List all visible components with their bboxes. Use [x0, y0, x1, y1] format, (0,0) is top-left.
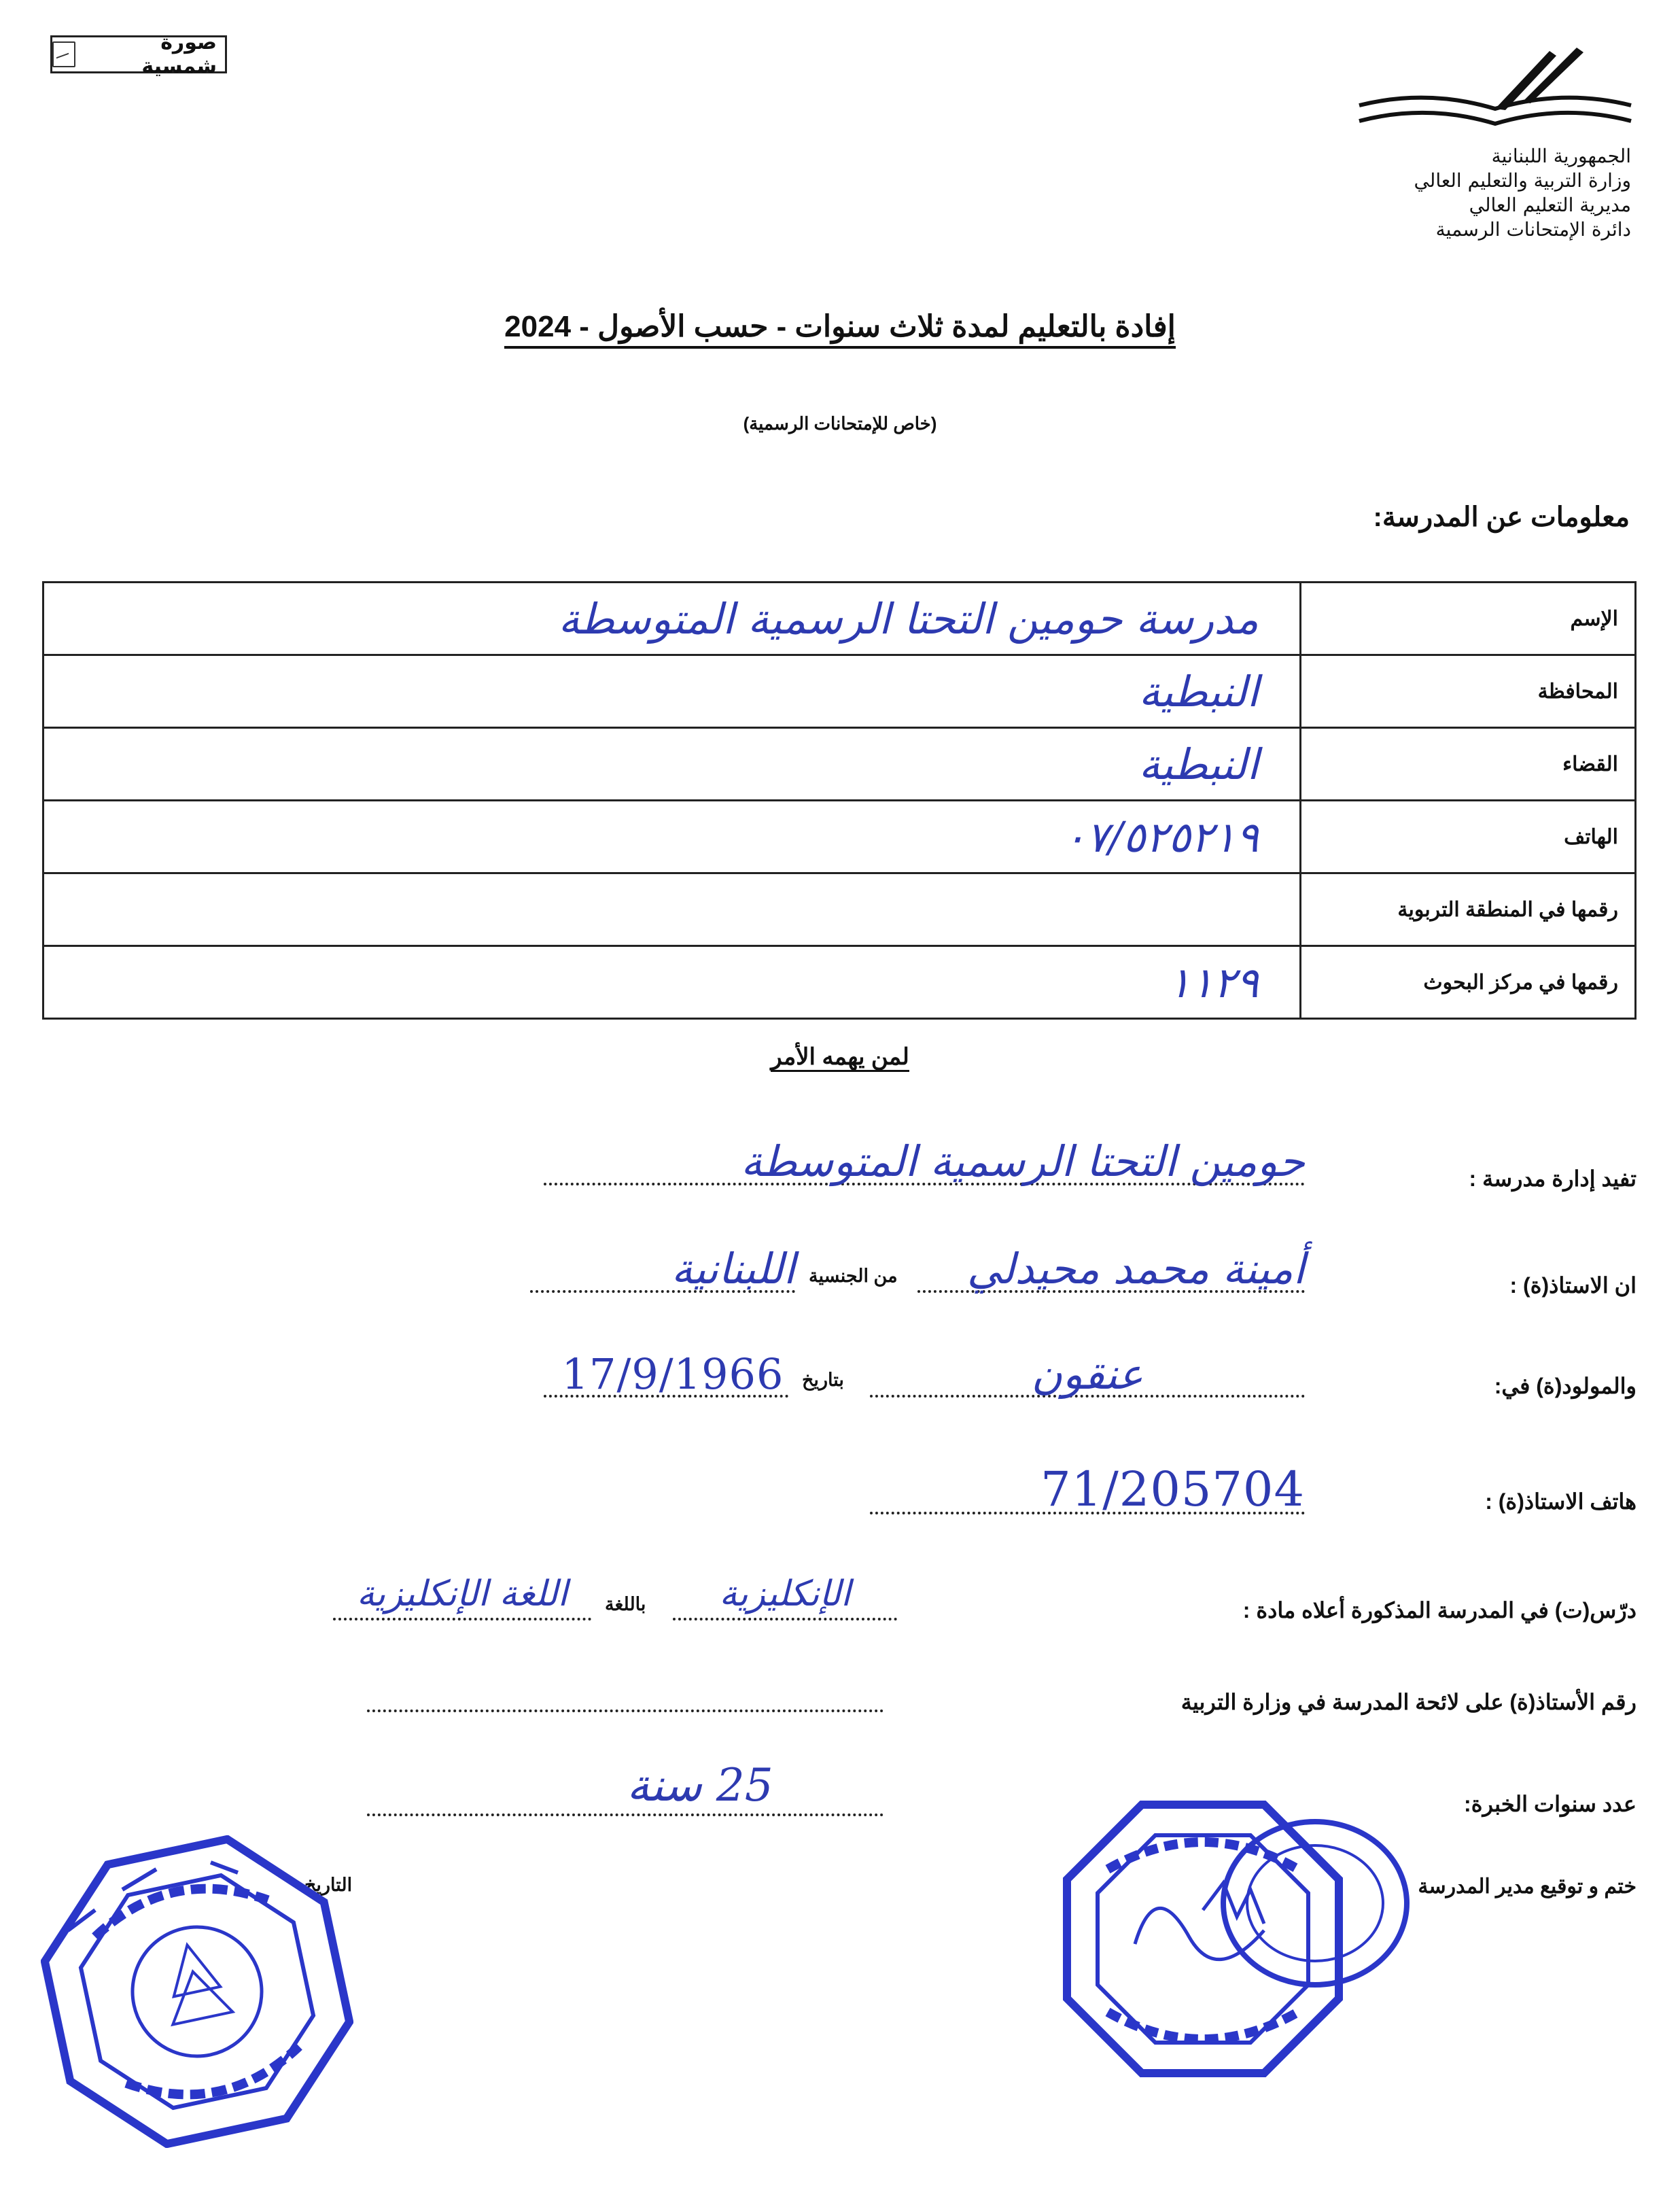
school-admin-label: تفيد إدارة مدرسة : [1469, 1166, 1637, 1191]
table-row [43, 873, 1636, 946]
phone-value: ٠٧/٥٢٥٢١٩ [43, 801, 1301, 873]
header-line: وزارة التربية والتعليم العالي [1414, 169, 1631, 192]
experience-value: 25 سنة [627, 1759, 773, 1811]
principal-signature-label: ختم و توقيع مدير المدرسة [1418, 1875, 1637, 1898]
research-center-number-label: رقمها في مركز البحوث [1301, 946, 1636, 1019]
photo-label-text: صورة شمسية [141, 31, 217, 78]
school-info-table [42, 581, 1637, 1020]
language-value: الإنكليزية [719, 1574, 851, 1614]
to-whom-heading [0, 1043, 1680, 1071]
teacher-phone-value: 71/205704 [1040, 1461, 1305, 1517]
educational-zone-number-label: رقمها في المنطقة التربوية [1301, 873, 1636, 946]
document-subtitle: (خاص للإمتحانات الرسمية) [743, 413, 937, 434]
to-whom-heading-text: لمن يهمه الأمر [771, 1044, 909, 1072]
footer-date-label: التاريخ [304, 1875, 353, 1895]
image-icon [52, 41, 75, 67]
experience-label: عدد سنوات الخبرة: [1464, 1792, 1637, 1816]
birth-date-label: بتاريخ [802, 1370, 844, 1390]
document-title-text: إفادة بالتعليم لمدة ثلاث سنوات - حسب الأصول - 2024 [504, 310, 1176, 349]
subject-line [333, 1618, 591, 1620]
table-row [43, 583, 1636, 655]
ministry-header [1414, 144, 1631, 242]
subject-value: اللغة الإنكليزية [356, 1574, 568, 1614]
official-stamp-left-icon [41, 1835, 353, 2148]
header-line: مديرية التعليم العالي [1469, 194, 1631, 216]
school-admin-value: حومين التحتا الرسمية المتوسطة [741, 1137, 1305, 1186]
school-name-label: الإسم [1301, 583, 1636, 655]
teacher-label: ان الاستاذ(ة) : [1509, 1273, 1637, 1298]
school-name-value: مدرسة حومين التحتا الرسمية المتوسطة [43, 583, 1301, 655]
table-row [43, 655, 1636, 728]
birth-date-value: 17/9/1966 [561, 1349, 784, 1399]
governorate-value: النبطية [43, 655, 1301, 728]
header-line: الجمهورية اللبنانية [1491, 145, 1631, 167]
document-title [0, 309, 1680, 344]
language-label: باللغة [605, 1594, 646, 1614]
table-row [43, 801, 1636, 873]
teacher-phone-label: هاتف الاستاذ(ة) : [1485, 1489, 1637, 1514]
ministry-book-logo-icon [1352, 41, 1638, 129]
ministry-number-line [367, 1710, 883, 1712]
school-info-heading: معلومات عن المدرسة: [1373, 502, 1630, 532]
governorate-label: المحافظة [1301, 655, 1636, 728]
language-line [673, 1618, 897, 1620]
ministry-number-label: رقم الأستاذ(ة) على لائحة المدرسة في وزارة التربية [1180, 1690, 1637, 1714]
photo-placeholder-label [50, 31, 227, 78]
official-stamp-right-icon [1060, 1794, 1414, 2080]
subject-taught-label: درّس(ت) في المدرسة المذكورة أعلاه مادة : [1242, 1598, 1637, 1623]
birthplace-value: عنقون [1031, 1349, 1144, 1399]
table-row [43, 946, 1636, 1019]
phone-label: الهاتف [1301, 801, 1636, 873]
nationality-value: اللبنانية [671, 1244, 795, 1294]
district-label: القضاء [1301, 728, 1636, 801]
educational-zone-number-value [43, 873, 1301, 946]
district-value: النبطية [43, 728, 1301, 801]
experience-line [367, 1814, 883, 1816]
table-row [43, 728, 1636, 801]
header-line: دائرة الإمتحانات الرسمية [1435, 218, 1631, 241]
birthplace-label: والمولود(ة) في: [1494, 1374, 1637, 1398]
research-center-number-value: ١١٢٩ [43, 946, 1301, 1019]
nationality-label: من الجنسية [809, 1266, 898, 1286]
teacher-name-value: أمينة محمد محيدلي [966, 1244, 1305, 1294]
